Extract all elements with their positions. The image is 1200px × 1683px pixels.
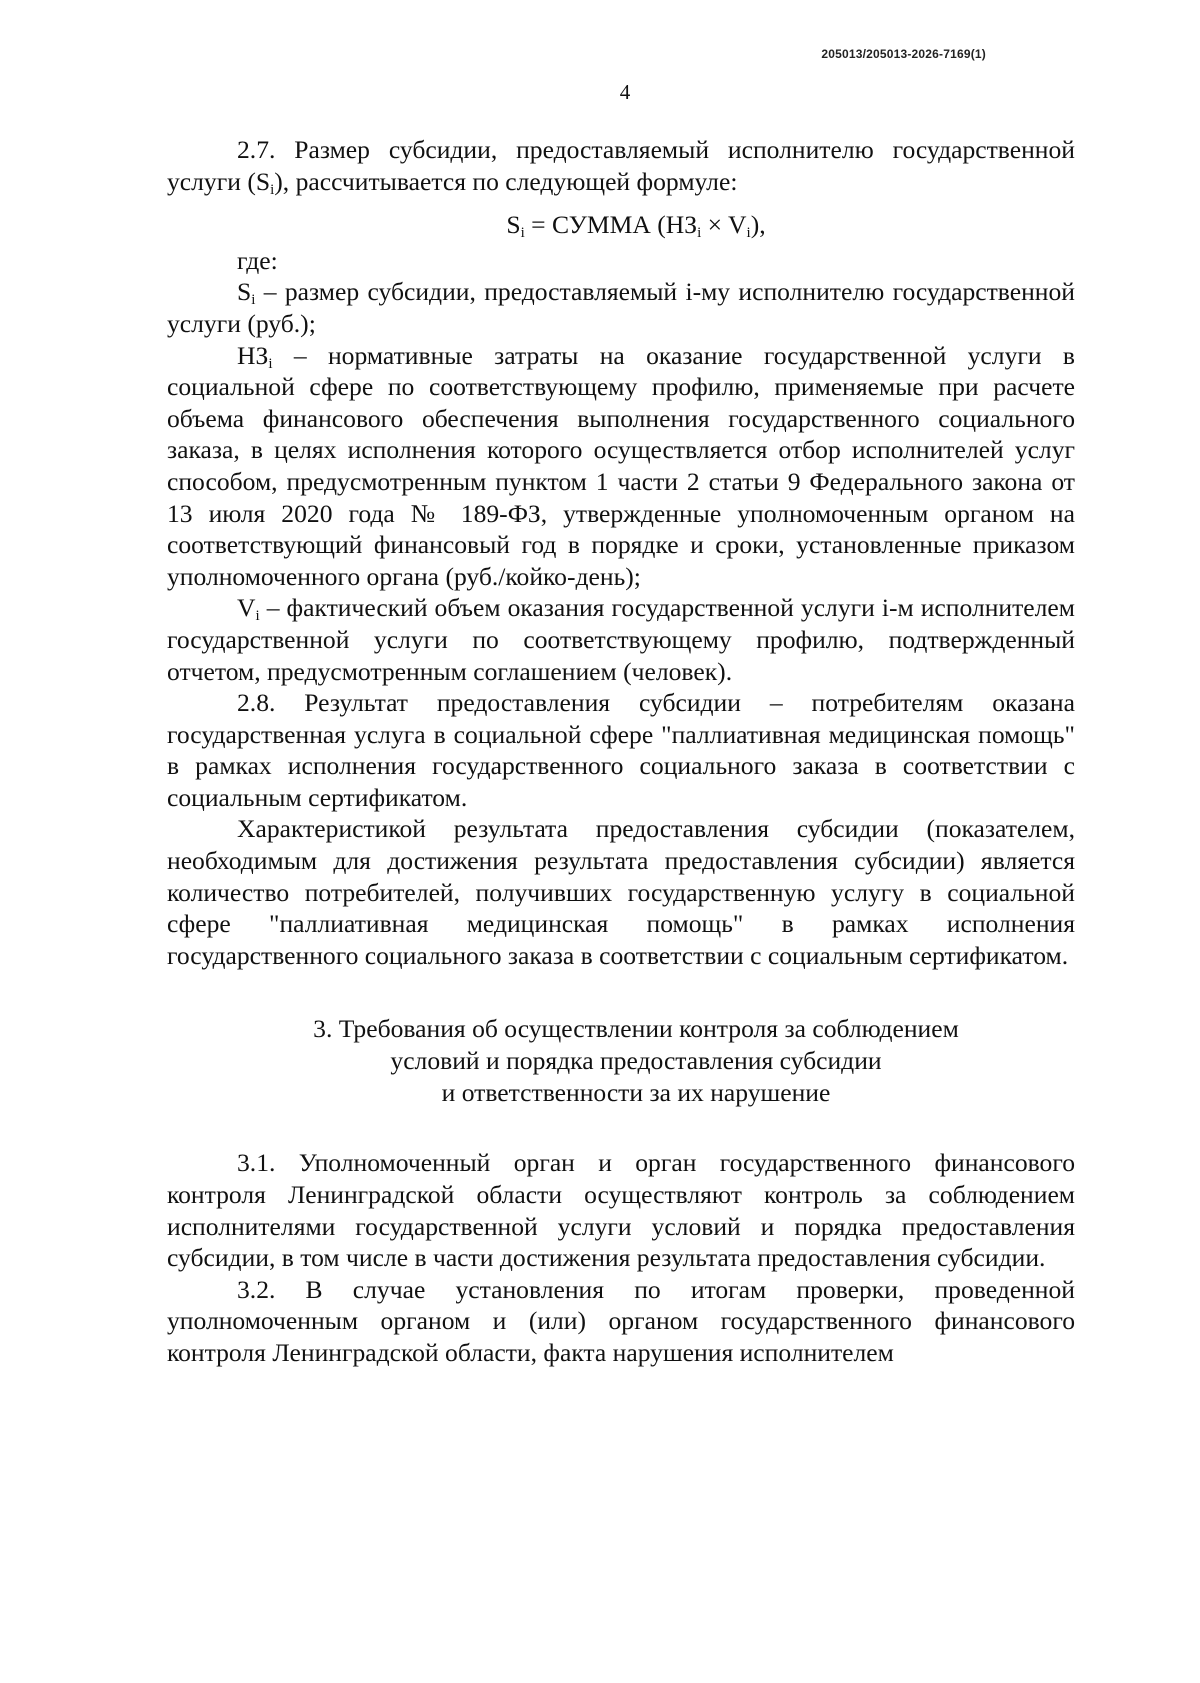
paragraph-2-8-characteristic: Характеристикой результата предоставления субсидии (показателем, необходимым для достижения результата предоставления субсидии) является количество потребителей, получивших государственную услугу в социальной сфере "паллиативная медицинская помощь" в рамках исполнения государственного социального заказа в соответствии с социальным сертификатом. bbox=[167, 814, 1075, 970]
formula-part: ), bbox=[750, 210, 766, 240]
symbol: НЗ bbox=[237, 340, 269, 370]
definition-text: – размер субсидии, предоставляемый i-му исполнителю государственной услуги (руб.); bbox=[167, 277, 1075, 338]
subscript-i: i bbox=[270, 181, 275, 198]
section-3-title bbox=[167, 1013, 1075, 1109]
paragraph-2-7-text: 2.7. Размер субсидии, предоставляемый исполнителю государственной услуги (S bbox=[167, 135, 1075, 196]
subscript-i: i bbox=[268, 355, 273, 372]
document-body bbox=[167, 134, 1075, 1369]
subscript-i: i bbox=[746, 225, 751, 242]
symbol: V bbox=[237, 593, 256, 623]
symbol: S bbox=[237, 277, 252, 307]
formula bbox=[167, 209, 1075, 241]
where-label: где: bbox=[237, 245, 278, 275]
definition-v bbox=[167, 592, 1075, 687]
section-title-line: 3. Требования об осуществлении контроля за соблюдением bbox=[313, 1014, 959, 1044]
subscript-i: i bbox=[251, 292, 256, 309]
paragraph-2-8: 2.8. Результат предоставления субсидии – потребителям оказана государственная услуга в социальной сфере "паллиативная медицинская помощь" в рамках исполнения государственного социального заказа в соответствии с социальным сертификатом. bbox=[167, 688, 1075, 812]
subscript-i: i bbox=[697, 225, 702, 242]
definition-s bbox=[167, 276, 1075, 339]
definition-text: – нормативные затраты на оказание государственной услуги в социальной сфере по соответствующему профилю, применяемые при расчете объема финансового обеспечения выполнения государственного социального заказа, в целях исполнения которого осуществляется отбор исполнителей услуг способом, предусмотренным пунктом 1 части 2 статьи 9 Федерального закона от 13 июля 2020 года № 189-ФЗ, утвержденные уполномоченным органом на соответствующий финансовый год в порядке и сроки, установленные приказом уполномоченного органа (руб./койко-день); bbox=[167, 340, 1075, 591]
paragraph-3-2: 3.2. В случае установления по итогам проверки, проведенной уполномоченным органом и (или) органом государственного финансового контроля Ленинградской области, факта нарушения исполнителем bbox=[167, 1274, 1075, 1367]
page-number: 4 bbox=[619, 80, 631, 104]
subscript-i: i bbox=[255, 608, 260, 625]
subscript-i: i bbox=[520, 225, 525, 242]
paragraph-2-7-text-end: ), рассчитывается по следующей формуле: bbox=[274, 166, 738, 196]
definition-text: – фактический объем оказания государственной услуги i-м исполнителем государственной услуги по соответствующему профилю, подтвержденный отчетом, предусмотренным соглашением (человек). bbox=[167, 593, 1075, 686]
paragraph-2-7 bbox=[167, 134, 1075, 197]
formula-part: = СУММА (НЗ bbox=[524, 210, 698, 240]
section-title-line: и ответственности за их нарушение bbox=[441, 1078, 831, 1108]
definition-nz bbox=[167, 340, 1075, 593]
formula-part: S bbox=[506, 210, 521, 240]
section-title-line: условий и порядка предоставления субсидии bbox=[390, 1046, 882, 1076]
formula-part: × V bbox=[701, 210, 747, 240]
paragraph-3-1: 3.1. Уполномоченный орган и орган государственного финансового контроля Ленинградской области осуществляют контроль за соблюдением исполнителями государственной услуги условий и порядка предоставления субсидии, в том числе в части достижения результата предоставления субсидии. bbox=[167, 1148, 1075, 1273]
spacer bbox=[167, 1109, 1075, 1147]
document-id: 205013/205013-2026-7169(1) bbox=[821, 47, 986, 61]
